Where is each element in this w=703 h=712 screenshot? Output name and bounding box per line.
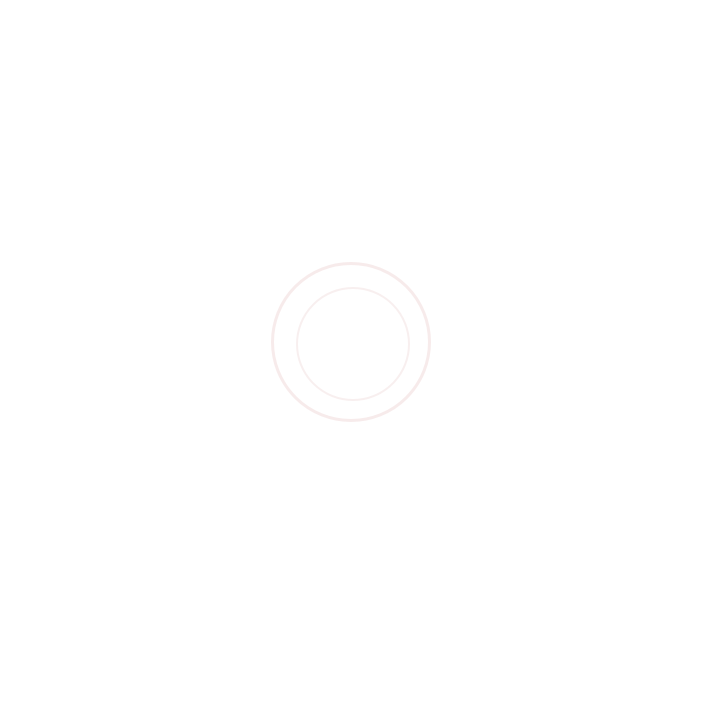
body-line [6,218,697,240]
intro-paragraph [6,4,697,70]
intro-line [6,4,697,26]
question-line [6,144,697,166]
body-line [6,460,697,482]
spacer [6,658,697,666]
body-line [6,438,697,460]
question-line [6,100,697,122]
body-line [6,482,697,504]
article-heading [6,70,697,100]
author-signature [6,688,697,712]
spacer [6,188,697,196]
body-line [6,570,697,592]
body-line [6,240,697,262]
watermark-seal [271,262,431,422]
body-line [6,592,697,614]
question-line [6,166,697,188]
body-line [6,504,697,526]
body-line [6,614,697,636]
closing-line [6,666,697,688]
intro-line [6,26,697,48]
intro-line [6,48,697,70]
questions-block [6,100,697,188]
body-line [6,548,697,570]
question-line [6,122,697,144]
body-line [6,526,697,548]
body-line [6,636,697,658]
body-line [6,196,697,218]
